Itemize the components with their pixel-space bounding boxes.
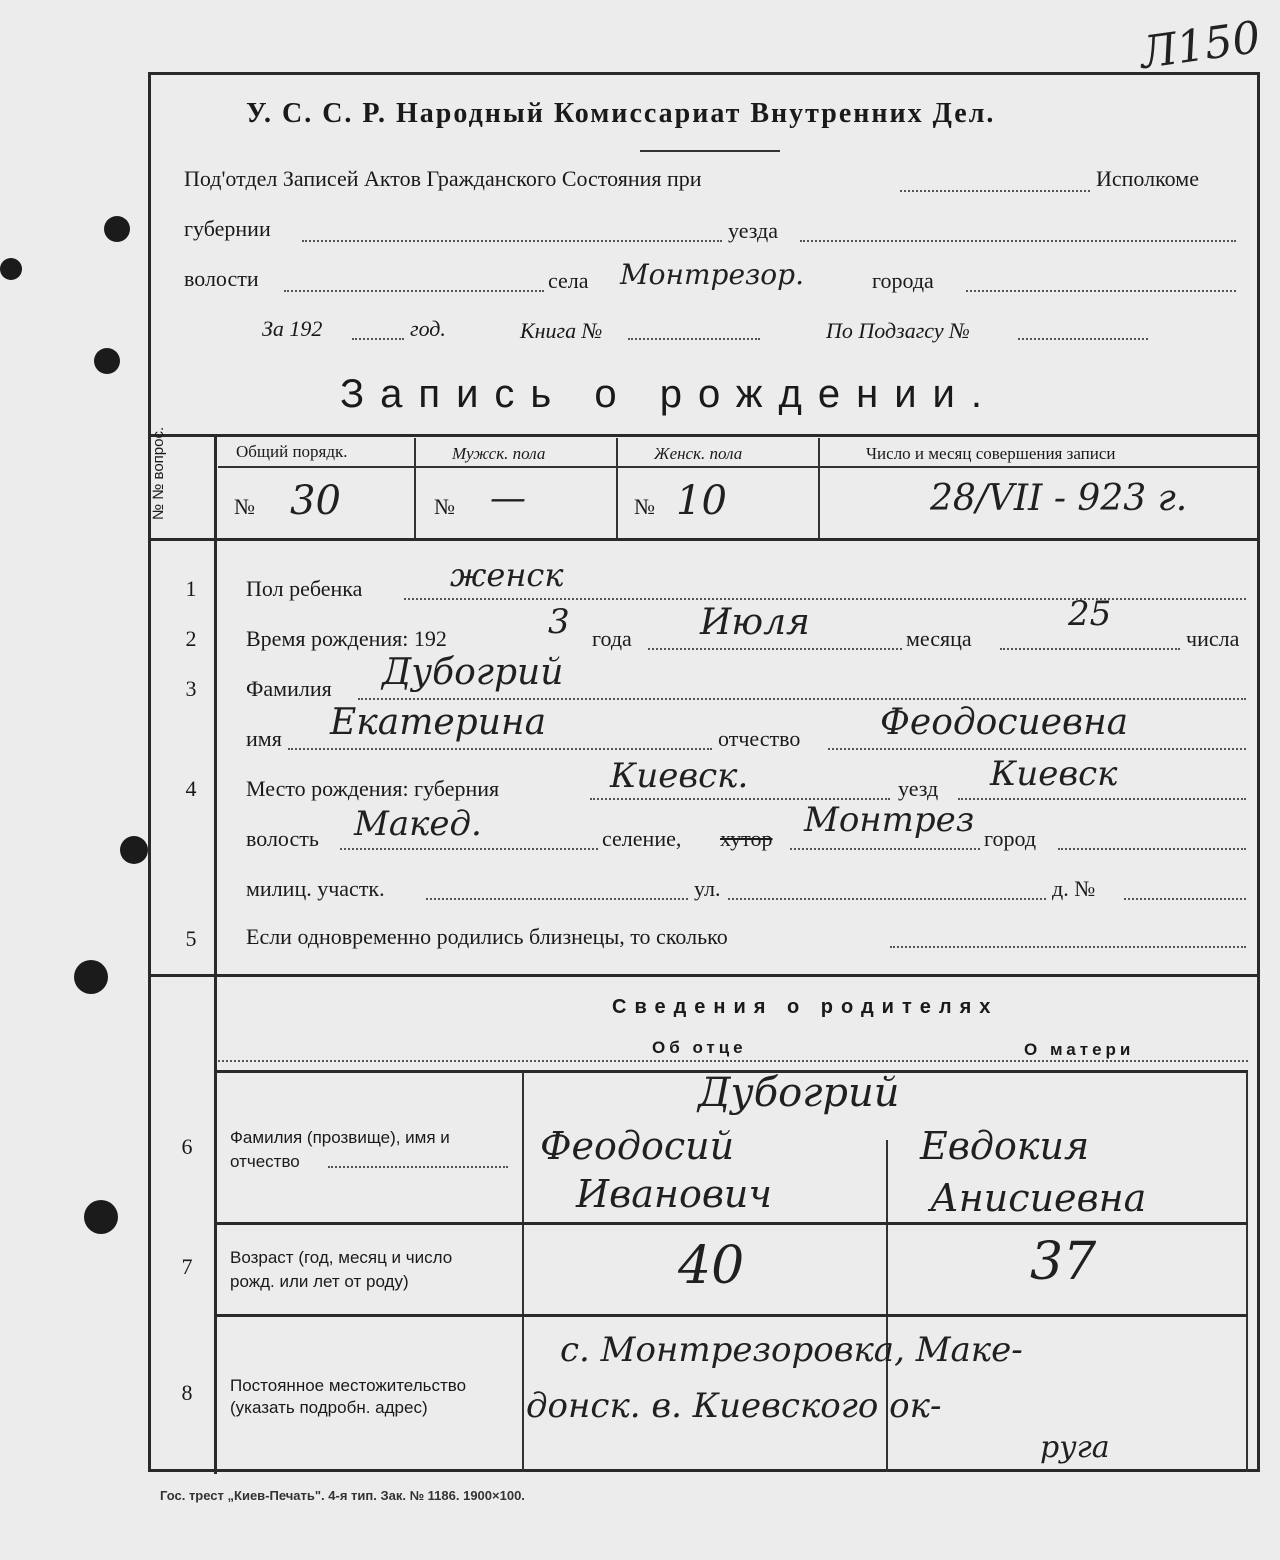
- child-surname-value: Дубогрий: [382, 652, 564, 693]
- table-col-divider: [818, 438, 820, 538]
- kniga-label: Книга №: [520, 318, 603, 343]
- volosti-label: волости: [184, 266, 259, 291]
- ul-label: ул.: [694, 876, 721, 901]
- punch-hole: [84, 1200, 118, 1234]
- birth-time-label: Время рождения: 192: [246, 626, 447, 651]
- volosti-blank: [284, 290, 544, 292]
- ispolkom-label: Исполкоме: [1096, 166, 1199, 191]
- record-title: Запись о рождении.: [340, 372, 998, 416]
- otchestvo-blank: [828, 748, 1246, 750]
- twins-blank: [890, 946, 1246, 948]
- birth-day-value: 25: [1068, 594, 1112, 634]
- child-sex-blank: [404, 598, 1246, 600]
- question-number: 6: [181, 1134, 193, 1159]
- selenie-label: селение,: [602, 826, 682, 851]
- god-label: год.: [410, 316, 446, 341]
- father-age-value: 40: [678, 1236, 745, 1296]
- general-order-value: 30: [290, 478, 341, 524]
- no-sign: №: [634, 494, 655, 519]
- table-top-rule: [148, 434, 1260, 437]
- address-line-2: донск. в. Киевского ок-: [526, 1386, 942, 1426]
- child-patronymic-value: Феодосиевна: [880, 702, 1129, 743]
- mother-age-value: 37: [1030, 1232, 1097, 1292]
- section-rule: [148, 974, 1260, 977]
- volost-label: волость: [246, 826, 319, 851]
- volost-value: Макед.: [354, 804, 482, 844]
- table-head-rule: [218, 466, 1258, 468]
- gorod-blank: [1058, 848, 1246, 850]
- parents-col-divider: [522, 1072, 524, 1472]
- subdept-label: Под'отдел Записей Актов Гражданского Состояния при: [184, 166, 702, 191]
- punch-hole: [120, 836, 148, 864]
- female-value: 10: [676, 478, 727, 524]
- age-label-2: рожд. или лет от роду): [230, 1272, 409, 1291]
- parents-name-label-2: отчество: [230, 1152, 300, 1171]
- kniga-blank: [628, 338, 760, 340]
- father-name-value: Феодосий: [540, 1124, 735, 1168]
- document-header-title: У. С. С. Р. Народный Комиссариат Внутренних Дел.: [246, 98, 996, 129]
- parents-name-label: Фамилия (прозвище), имя и: [230, 1128, 450, 1147]
- male-value: —: [490, 478, 526, 519]
- father-head: Об отце: [652, 1038, 747, 1057]
- mother-patronymic-value: Анисиевна: [930, 1176, 1147, 1220]
- mother-head: О матери: [1024, 1040, 1135, 1059]
- sela-label: села: [548, 268, 589, 293]
- table-col-divider: [414, 438, 416, 538]
- uezd-value: Киевск: [990, 754, 1118, 794]
- imya-blank: [288, 748, 712, 750]
- vopros-label: № № вопрос.: [150, 426, 167, 520]
- goroda-label: города: [872, 268, 934, 293]
- parents-col-divider: [1246, 1072, 1248, 1472]
- table-col-divider: [616, 438, 618, 538]
- section-dotted-rule: [218, 1060, 1248, 1062]
- mother-name-value: Евдокия: [920, 1124, 1090, 1168]
- col-general-order-head: Общий порядк.: [236, 442, 348, 461]
- birth-month-blank: [648, 648, 902, 650]
- punch-hole: [94, 348, 120, 374]
- uezda-label: уезда: [728, 218, 778, 243]
- printer-imprint: Гос. трест „Киев-Печать". 4-я тип. Зак. № 1186. 1900×100.: [160, 1488, 525, 1503]
- punch-hole: [104, 216, 130, 242]
- podzags-blank: [1018, 338, 1148, 340]
- child-sex-value: женск: [450, 556, 564, 594]
- col-female-head: Женск. пола: [654, 444, 743, 463]
- question-number: 4: [185, 776, 197, 801]
- child-name-value: Екатерина: [330, 702, 547, 743]
- ul-blank: [728, 898, 1046, 900]
- surname-blank: [358, 698, 1246, 700]
- col-male-head: Мужск. пола: [452, 444, 546, 463]
- table-bottom-rule: [148, 538, 1260, 541]
- podzags-label: По Подзагсу №: [826, 318, 970, 343]
- goda-label: года: [592, 626, 632, 651]
- chisla-label: числа: [1186, 626, 1240, 651]
- uezda-blank: [800, 240, 1236, 242]
- question-number: 5: [185, 926, 197, 951]
- address-line-1: с. Монтрезоровка, Маке-: [560, 1330, 1023, 1370]
- birth-year-value: 3: [548, 602, 570, 642]
- parents-surname-value: Дубогрий: [698, 1070, 900, 1116]
- otchestvo-label: отчество: [718, 726, 801, 751]
- birthplace-gub-value: Киевск.: [610, 756, 749, 796]
- milic-label: милиц. участк.: [246, 876, 385, 901]
- col-record-date-head: Число и месяц совершения записи: [866, 444, 1116, 463]
- d-label: д. №: [1052, 876, 1096, 901]
- record-date-value: 28/VII - 923 г.: [930, 478, 1188, 519]
- imya-label: имя: [246, 726, 282, 751]
- selenie-value: Монтрез: [804, 800, 975, 840]
- milic-blank: [426, 898, 688, 900]
- uezd-blank: [958, 798, 1246, 800]
- no-sign: №: [434, 494, 455, 519]
- gubernii-blank: [302, 240, 722, 242]
- punch-hole: [0, 258, 22, 280]
- sela-handwritten: Монтрезор.: [620, 258, 804, 291]
- residence-label: Постоянное местожительство: [230, 1376, 467, 1395]
- uezd-label: уезд: [898, 776, 939, 801]
- birth-day-blank: [1000, 648, 1180, 650]
- volost-blank: [340, 848, 598, 850]
- question-number: 2: [185, 626, 197, 651]
- question-number: 3: [185, 676, 197, 701]
- surname-label: Фамилия: [246, 676, 332, 701]
- ispolkom-blank: [900, 190, 1090, 192]
- row-rule: [214, 1314, 1248, 1317]
- label-leader: [328, 1166, 508, 1168]
- twins-label: Если одновременно родились близнецы, то сколько: [246, 924, 728, 949]
- year-label: За 192: [262, 316, 323, 341]
- parents-title: Сведения о родителях: [612, 996, 999, 1018]
- child-sex-label: Пол ребенка: [246, 576, 363, 601]
- question-number: 1: [185, 576, 197, 601]
- birthplace-label: Место рождения: губерния: [246, 776, 500, 801]
- goroda-blank: [966, 290, 1236, 292]
- table-col-divider: [214, 434, 217, 1474]
- question-number: 7: [181, 1254, 193, 1279]
- residence-label-2: (указать подробн. адрес): [230, 1398, 428, 1417]
- selenie-blank: [790, 848, 980, 850]
- gorod-label: город: [984, 826, 1037, 851]
- d-blank: [1124, 898, 1246, 900]
- address-line-3: руга: [1040, 1430, 1110, 1465]
- header-rule: [640, 150, 780, 152]
- gubernii-label: губернии: [184, 216, 271, 241]
- age-label: Возраст (год, месяц и число: [230, 1248, 453, 1267]
- mesyaca-label: месяца: [906, 626, 972, 651]
- question-number: 8: [181, 1380, 193, 1405]
- birth-month-value: Июля: [700, 602, 810, 643]
- archive-sheet-number: Л150: [1137, 11, 1264, 80]
- father-patronymic-value: Иванович: [576, 1172, 773, 1216]
- punch-hole: [74, 960, 108, 994]
- year-blank: [352, 338, 404, 340]
- no-sign: №: [234, 494, 255, 519]
- hutor-label: хутор: [720, 826, 773, 851]
- row-rule: [214, 1222, 1248, 1225]
